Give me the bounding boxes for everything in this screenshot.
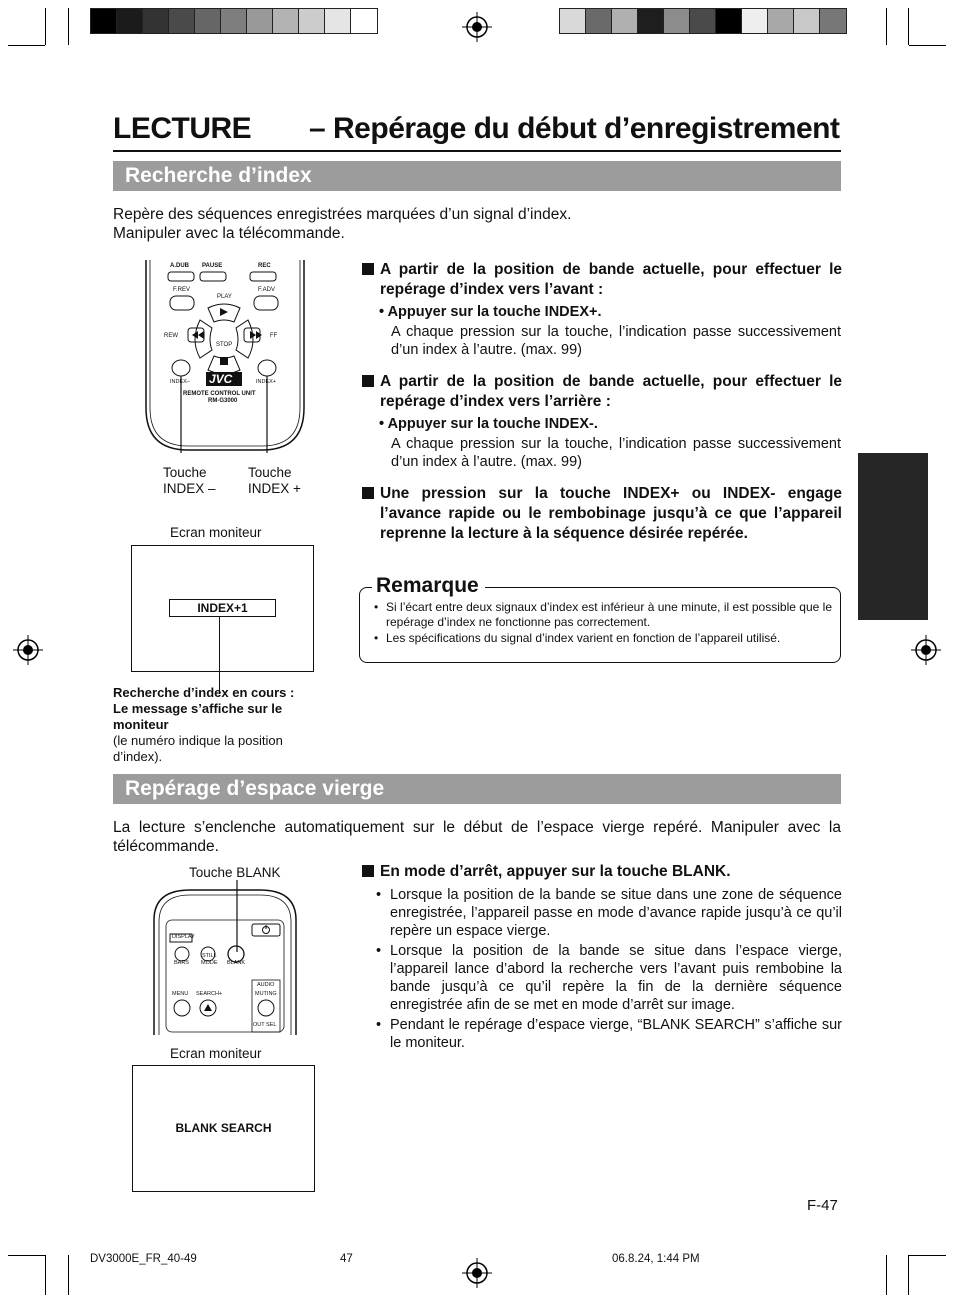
remote-label-index-minus: INDEX–: [170, 379, 190, 385]
step-2-heading: A partir de la position de bande actuelle, pour effectuer le repérage d’index vers l’arrière :: [380, 373, 842, 410]
touche-index-minus-l2: INDEX –: [163, 481, 216, 496]
step-2-text: A chaque pression sur la touche, l’indication passe successivement d’un index à l’autre. (max. 99): [391, 436, 841, 470]
remote-label-adub: A.DUB: [170, 263, 189, 269]
remote-label-play: PLAY: [217, 294, 232, 300]
remote-label-out-sel: OUT SEL: [253, 1022, 277, 1028]
footer-date: 06.8.24, 1:44 PM: [612, 1253, 700, 1265]
step-2-action: • Appuyer sur la touche INDEX-.: [379, 416, 598, 432]
remote-label-blank: BLANK: [227, 960, 246, 966]
blank-bullet: • Pendant le repérage d’espace vierge, “BLANK SEARCH” s’affiche sur le moniteur.: [376, 1016, 842, 1052]
monitor-label: Ecran moniteur: [170, 525, 262, 540]
step-1-heading: A partir de la position de bande actuelle, pour effectuer le repérage d’index vers l’avant :: [380, 261, 842, 298]
remote-label-pause: PAUSE: [202, 263, 223, 269]
monitor-screen-2: [132, 1065, 315, 1192]
monitor-caption: [113, 685, 335, 765]
registration-mark-bottom-icon: [462, 1258, 492, 1288]
step-1-text: A chaque pression sur la touche, l’indication passe successivement d’un index à l’autre. (max. 99): [391, 324, 841, 358]
intro-line-2: Manipuler avec la télécommande.: [113, 225, 345, 242]
footer-page: 47: [340, 1253, 353, 1265]
square-bullet-icon: [362, 487, 374, 499]
registration-mark-top-icon: [462, 12, 492, 42]
touche-index-minus-l1: Touche: [163, 465, 207, 480]
remote-label-bars: BARS: [174, 960, 189, 966]
remote-label-still: STILL: [202, 953, 217, 959]
monitor-screen: [131, 545, 314, 672]
step-1-action: • Appuyer sur la touche INDEX+.: [379, 304, 602, 320]
title-main: LECTURE: [113, 112, 252, 145]
monitor-leader-line: [219, 617, 220, 694]
remote-label-mode: MODE: [201, 960, 218, 966]
title-sub: – Repérage du début d’enregistrement: [309, 112, 840, 145]
remote-label-fadv: F.ADV: [258, 287, 276, 293]
remote-label-rec: REC: [258, 263, 271, 269]
step-2: [360, 372, 842, 412]
remote-label-index-plus: INDEX+: [256, 379, 277, 385]
blank-intro: La lecture s’enclenche automatiquement sur le début de l’espace vierge repéré. Manipuler avec la télécommande.: [113, 819, 841, 855]
remote-label-display: DISPLAY: [172, 934, 195, 940]
remarque-box: [359, 574, 841, 663]
remote-label-menu: MENU: [172, 991, 189, 997]
page-title: [113, 110, 841, 152]
registration-mark-right-icon: [911, 635, 941, 665]
footer-file: DV3000E_FR_40-49: [90, 1253, 197, 1265]
blank-bullet: • Lorsque la position de la bande se situe dans l’espace vierge, l’appareil lance d’abord la recherche vers l’avant puis rembobine la bande jusqu’à ce qu’il repère la fin de la dernière séquence enregistrée afin de se met en mode d’arrêt sur image.: [376, 942, 842, 1014]
square-bullet-icon: [362, 375, 374, 387]
remote-label-search-plus: SEARCH+: [196, 991, 223, 997]
remote-label-rew: REW: [164, 333, 178, 339]
page-number: F-47: [807, 1197, 838, 1214]
touche-index-plus-l1: Touche: [248, 465, 292, 480]
blank-step: [360, 862, 842, 882]
step-3-heading: Une pression sur la touche INDEX+ ou INDEX- engage l’avance rapide ou le rembobinage jusqu’à ce que l’appareil reprenne la lecture à la séquence désirée repérée.: [380, 485, 842, 542]
section-heading-blank: Repérage d’espace vierge: [113, 774, 841, 804]
color-bar-right: [559, 8, 847, 34]
remarque-item: • Les spécifications du signal d’index varient en fonction de l’appareil utilisé.: [374, 631, 832, 646]
remarque-item: • Si l’écart entre deux signaux d’index est inférieur à une minute, il est possible que le repérage d’index ne fonctionne pas correctement.: [374, 600, 832, 630]
remote-label-ff: FF: [270, 333, 278, 339]
monitor-label-2: Ecran moniteur: [170, 1046, 262, 1061]
square-bullet-icon: [362, 865, 374, 877]
step-3: [360, 484, 842, 544]
registration-mark-left-icon: [13, 635, 43, 665]
color-bar-left: [90, 8, 378, 34]
step-1: [360, 260, 842, 300]
remote-control-blank-illustration: [150, 880, 300, 1035]
section-heading-index: Recherche d’index: [113, 161, 841, 191]
blank-step-heading: En mode d’arrêt, appuyer sur la touche BLANK.: [380, 863, 731, 880]
caption-bold-2: Le message s’affiche sur le moniteur: [113, 701, 283, 732]
monitor-display-blank: BLANK SEARCH: [175, 1121, 272, 1135]
touche-index-plus-l2: INDEX +: [248, 481, 301, 496]
monitor-display-index: INDEX+1: [169, 599, 276, 617]
jvc-logo: JVC: [209, 372, 233, 386]
remote-label-audio: AUDIO: [257, 982, 275, 988]
remarque-title: Remarque: [372, 574, 485, 598]
remote-label-muting: MUTING: [255, 991, 277, 997]
caption-bold-1: Recherche d’index en cours :: [113, 685, 295, 700]
remote-unit-label: REMOTE CONTROL UNIT: [183, 391, 256, 397]
chapter-tab: [858, 453, 928, 620]
remote-label-frev: F.REV: [173, 287, 191, 293]
square-bullet-icon: [362, 263, 374, 275]
touche-blank-label: Touche BLANK: [189, 865, 281, 880]
remote-label-stop: STOP: [216, 342, 233, 348]
intro-line-1: Repère des séquences enregistrées marquées d’un signal d’index.: [113, 206, 572, 223]
remote-model-label: RM-G3000: [208, 398, 238, 404]
blank-bullet: • Lorsque la position de la bande se situe dans une zone de séquence enregistrée, l’appareil passe en mode d’avance rapide jusqu’à ce qu’il repère un espace vierge.: [376, 886, 842, 940]
caption-normal: (le numéro indique la position d’index).: [113, 733, 283, 764]
remote-control-illustration: [140, 258, 312, 453]
